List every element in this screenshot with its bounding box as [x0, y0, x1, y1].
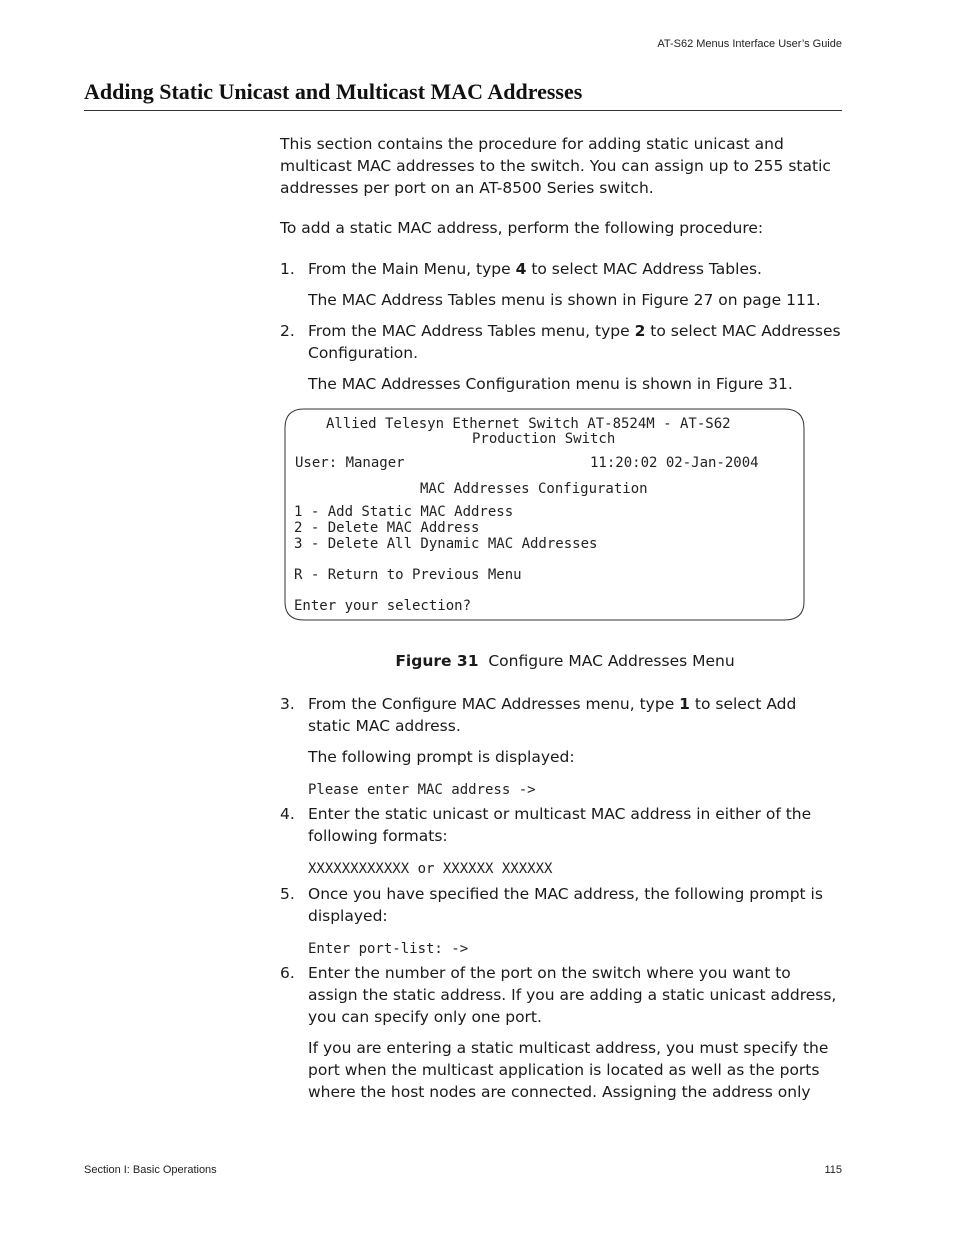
- screen-title-line2: Production Switch: [472, 431, 616, 447]
- step-text: Once you have specified the MAC address, the following prompt is displayed:: [308, 885, 823, 925]
- step-3-note: The following prompt is displayed:: [308, 748, 575, 766]
- key-label: 1: [679, 695, 690, 713]
- screen-datetime: 11:20:02 02-Jan-2004: [590, 455, 759, 471]
- screen-option: 2 - Delete MAC Address: [294, 520, 480, 536]
- step-text: From the Main Menu, type 4 to select MAC Address Tables.: [308, 260, 762, 278]
- screen-return-option: R - Return to Previous Menu: [294, 567, 522, 583]
- step-number: 2.: [280, 322, 295, 340]
- procedure-intro: To add a static MAC address, perform the following procedure:: [280, 219, 764, 237]
- screen-title-line1: Allied Telesyn Ethernet Switch AT-8524M - AT-S62: [326, 416, 731, 432]
- step-number: 5.: [280, 885, 295, 903]
- step-5-code: Enter port-list: ->: [308, 941, 469, 957]
- step-text: From the Configure MAC Addresses menu, type 1 to select Add static MAC address.: [308, 695, 797, 735]
- intro-paragraph: This section contains the procedure for adding static unicast and multicast MAC addresses to the switch. You can assign up to 255 static addresses per port on an AT-8500 Series switch.: [280, 135, 831, 197]
- step-text: Enter the static unicast or multicast MAC address in either of the following formats:: [308, 805, 812, 845]
- running-header: AT-S62 Menus Interface User’s Guide: [657, 38, 842, 50]
- key-label: 2: [634, 322, 646, 340]
- step-number: 3.: [280, 695, 295, 713]
- step-3-code: Please enter MAC address ->: [308, 782, 536, 798]
- screen-user: User: Manager: [295, 455, 405, 471]
- step-4-code: XXXXXXXXXXXX or XXXXXX XXXXXX: [308, 861, 553, 877]
- step-text: From the MAC Address Tables menu, type 2 to select MAC Addresses Configuration.: [308, 322, 841, 362]
- footer-section: Section I: Basic Operations: [84, 1164, 217, 1176]
- figure-label: Figure 31: [395, 652, 479, 670]
- section-title: Adding Static Unicast and Multicast MAC Addresses: [84, 79, 583, 104]
- screen-option: 3 - Delete All Dynamic MAC Addresses: [294, 536, 598, 552]
- step-1-note: The MAC Address Tables menu is shown in Figure 27 on page 111.: [308, 291, 821, 309]
- screen-option: 1 - Add Static MAC Address: [294, 504, 514, 520]
- title-divider: [84, 110, 842, 111]
- step-6-note: If you are entering a static multicast address, you must specify the port when the multicast application is located as well as the ports where the host nodes are connected. Assigning the address only: [308, 1039, 829, 1101]
- page-number: 115: [824, 1164, 842, 1176]
- screen-prompt: Enter your selection?: [294, 598, 472, 614]
- figure-title: Configure MAC Addresses Menu: [488, 652, 735, 670]
- figure-caption: [280, 652, 850, 670]
- step-number: 4.: [280, 805, 295, 823]
- terminal-screen-figure: [284, 408, 804, 620]
- screen-menu-title: MAC Addresses Configuration: [420, 481, 648, 497]
- step-text: Enter the number of the port on the switch where you want to assign the static address. If you are adding a static unicast address, you can specify only one port.: [308, 964, 837, 1026]
- step-number: 6.: [280, 964, 295, 982]
- step-number: 1.: [280, 260, 295, 278]
- step-2-note: The MAC Addresses Configuration menu is shown in Figure 31.: [308, 375, 793, 393]
- key-label: 4: [515, 260, 527, 278]
